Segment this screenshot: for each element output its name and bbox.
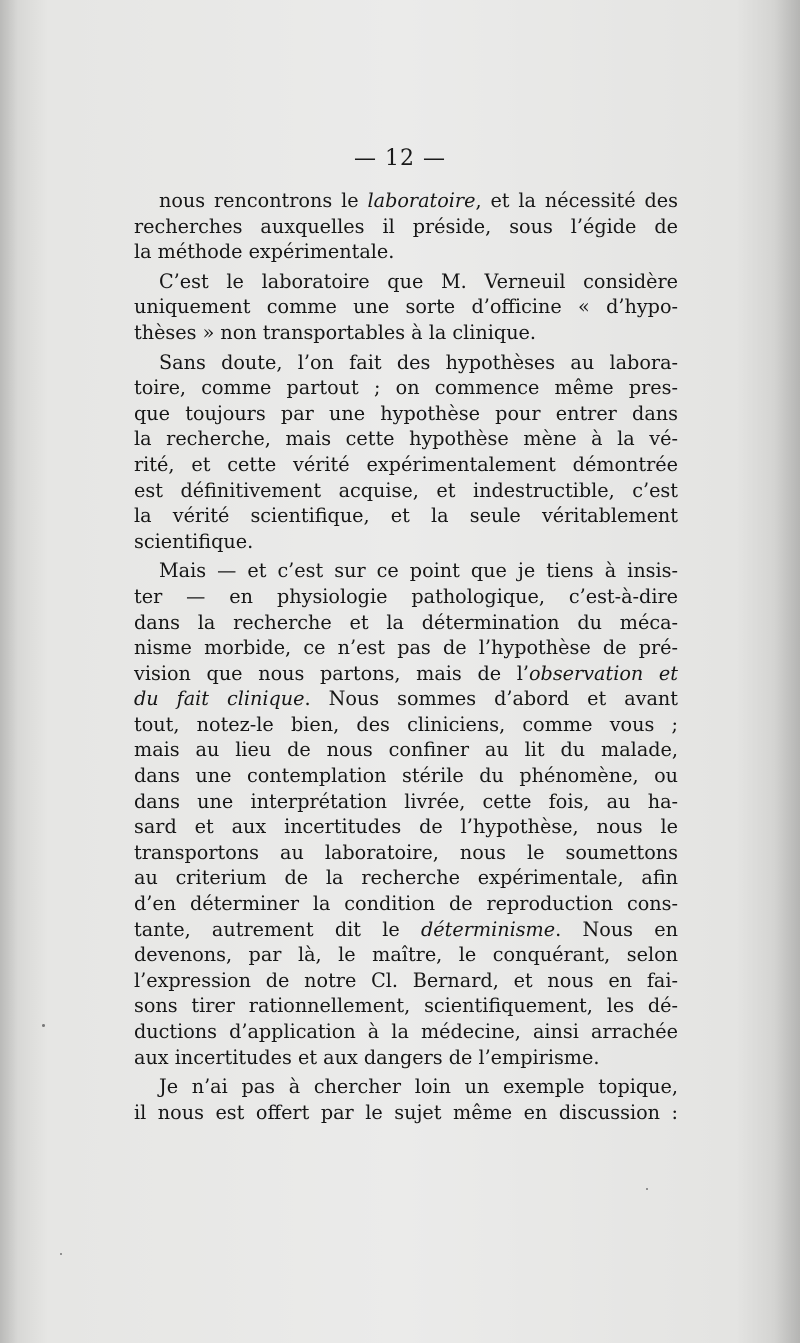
text-line bbox=[134, 584, 678, 610]
text-run: sons tirer rationnellement, scientifiquement, les dé- bbox=[134, 994, 678, 1018]
text-line bbox=[134, 320, 678, 346]
text-run: thèses » non transportables à la clinique. bbox=[134, 320, 537, 344]
text-run: Je n’ai pas à chercher loin un exemple topique, bbox=[159, 1075, 678, 1099]
text-line bbox=[134, 452, 678, 478]
italic-text-run: observation et bbox=[529, 661, 678, 685]
text-line bbox=[134, 865, 678, 891]
spine-shadow bbox=[0, 0, 18, 1343]
text-line bbox=[134, 188, 678, 214]
text-run: dans une contemplation stérile du phénomène, ou bbox=[134, 764, 678, 788]
italic-text-run: laboratoire bbox=[367, 189, 476, 212]
text-run: tout, notez-le bien, des cliniciens, comme vous ; bbox=[134, 712, 678, 736]
text-line bbox=[134, 503, 678, 529]
text-line bbox=[134, 712, 678, 738]
text-line bbox=[134, 840, 678, 866]
text-line bbox=[134, 1074, 678, 1100]
text-run: aux incertitudes et aux dangers de l’empirisme. bbox=[134, 1045, 600, 1069]
text-run: C’est le laboratoire que M. Verneuil considère bbox=[159, 269, 678, 293]
text-run: recherches auxquelles il préside, sous l’égide de bbox=[134, 214, 678, 238]
text-line bbox=[134, 375, 678, 401]
text-line bbox=[134, 239, 678, 265]
text-line bbox=[134, 269, 678, 295]
text-run: , et la nécessité des bbox=[475, 189, 678, 212]
text-run: la vérité scientifique, et la seule véritablement bbox=[134, 504, 678, 528]
text-line bbox=[134, 1100, 678, 1126]
text-line bbox=[134, 426, 678, 452]
text-line bbox=[134, 917, 678, 943]
text-line bbox=[134, 478, 678, 504]
text-line bbox=[134, 789, 678, 815]
text-run: devenons, par là, le maître, le conquérant, selon bbox=[134, 943, 678, 967]
text-run: rité, et cette vérité expérimentalement démontrée bbox=[134, 452, 678, 476]
body-text bbox=[134, 188, 678, 1125]
paper-speck bbox=[60, 1253, 62, 1255]
text-run: nisme morbide, ce n’est pas de l’hypothèse de pré- bbox=[134, 636, 678, 660]
text-run: Mais — et c’est sur ce point que je tiens à insis- bbox=[159, 559, 678, 583]
text-run: . Nous en bbox=[555, 917, 678, 941]
text-run: ter — en physiologie pathologique, c’est-à-dire bbox=[134, 584, 678, 608]
text-run: mais au lieu de nous confiner au lit du malade, bbox=[134, 738, 678, 762]
text-line bbox=[134, 1019, 678, 1045]
page-number: — 12 — bbox=[354, 146, 446, 171]
text-run: Sans doute, l’on fait des hypothèses au labora- bbox=[159, 350, 678, 374]
text-line bbox=[134, 294, 678, 320]
paper-speck bbox=[646, 1188, 648, 1190]
text-run: est définitivement acquise, et indestructible, c’est bbox=[134, 478, 678, 502]
text-line bbox=[134, 635, 678, 661]
text-line bbox=[134, 610, 678, 636]
text-line bbox=[134, 814, 678, 840]
text-line bbox=[134, 993, 678, 1019]
text-run: . Nous sommes d’abord et avant bbox=[304, 687, 678, 711]
text-run: l’expression de notre Cl. Bernard, et nous en fai- bbox=[134, 968, 678, 992]
text-run: tante, autrement dit le bbox=[134, 917, 421, 941]
text-run: toire, comme partout ; on commence même pres- bbox=[134, 376, 678, 400]
text-run: la méthode expérimentale. bbox=[134, 240, 395, 264]
text-run: dans une interprétation livrée, cette fois, au ha- bbox=[134, 789, 678, 813]
text-run: sard et aux incertitudes de l’hypothèse, nous le bbox=[134, 815, 678, 839]
page-edge-shadow bbox=[774, 0, 800, 1343]
paper-speck bbox=[42, 1024, 45, 1027]
text-run: il nous est offert par le sujet même en discussion : bbox=[134, 1100, 678, 1124]
text-run: au criterium de la recherche expérimentale, afin bbox=[134, 866, 678, 890]
italic-text-run: déterminisme bbox=[421, 917, 556, 941]
text-run: nous rencontrons le bbox=[159, 189, 368, 212]
text-line bbox=[134, 661, 678, 687]
text-line bbox=[134, 737, 678, 763]
text-run: transportons au laboratoire, nous le soumettons bbox=[134, 840, 678, 864]
text-line bbox=[134, 1045, 678, 1071]
text-line bbox=[134, 214, 678, 240]
text-run: vision que nous partons, mais de l’ bbox=[134, 661, 529, 685]
text-line bbox=[134, 891, 678, 917]
text-run: dans la recherche et la détermination du méca- bbox=[134, 610, 678, 634]
text-line bbox=[134, 763, 678, 789]
italic-text-run: du fait clinique bbox=[134, 687, 305, 711]
text-line bbox=[134, 558, 678, 584]
text-run: uniquement comme une sorte d’officine « d’hypo- bbox=[134, 295, 678, 319]
text-line bbox=[134, 942, 678, 968]
text-line bbox=[134, 401, 678, 427]
text-line bbox=[134, 350, 678, 376]
text-line bbox=[134, 686, 678, 712]
text-run: scientifique. bbox=[134, 529, 254, 553]
text-run: ductions d’application à la médecine, ainsi arrachée bbox=[134, 1020, 678, 1043]
text-run: d’en déterminer la condition de reproduction cons- bbox=[134, 892, 678, 916]
text-line bbox=[134, 968, 678, 994]
text-run: que toujours par une hypothèse pour entrer dans bbox=[134, 401, 678, 425]
text-line bbox=[134, 529, 678, 555]
text-run: la recherche, mais cette hypothèse mène à la vé- bbox=[134, 427, 678, 451]
